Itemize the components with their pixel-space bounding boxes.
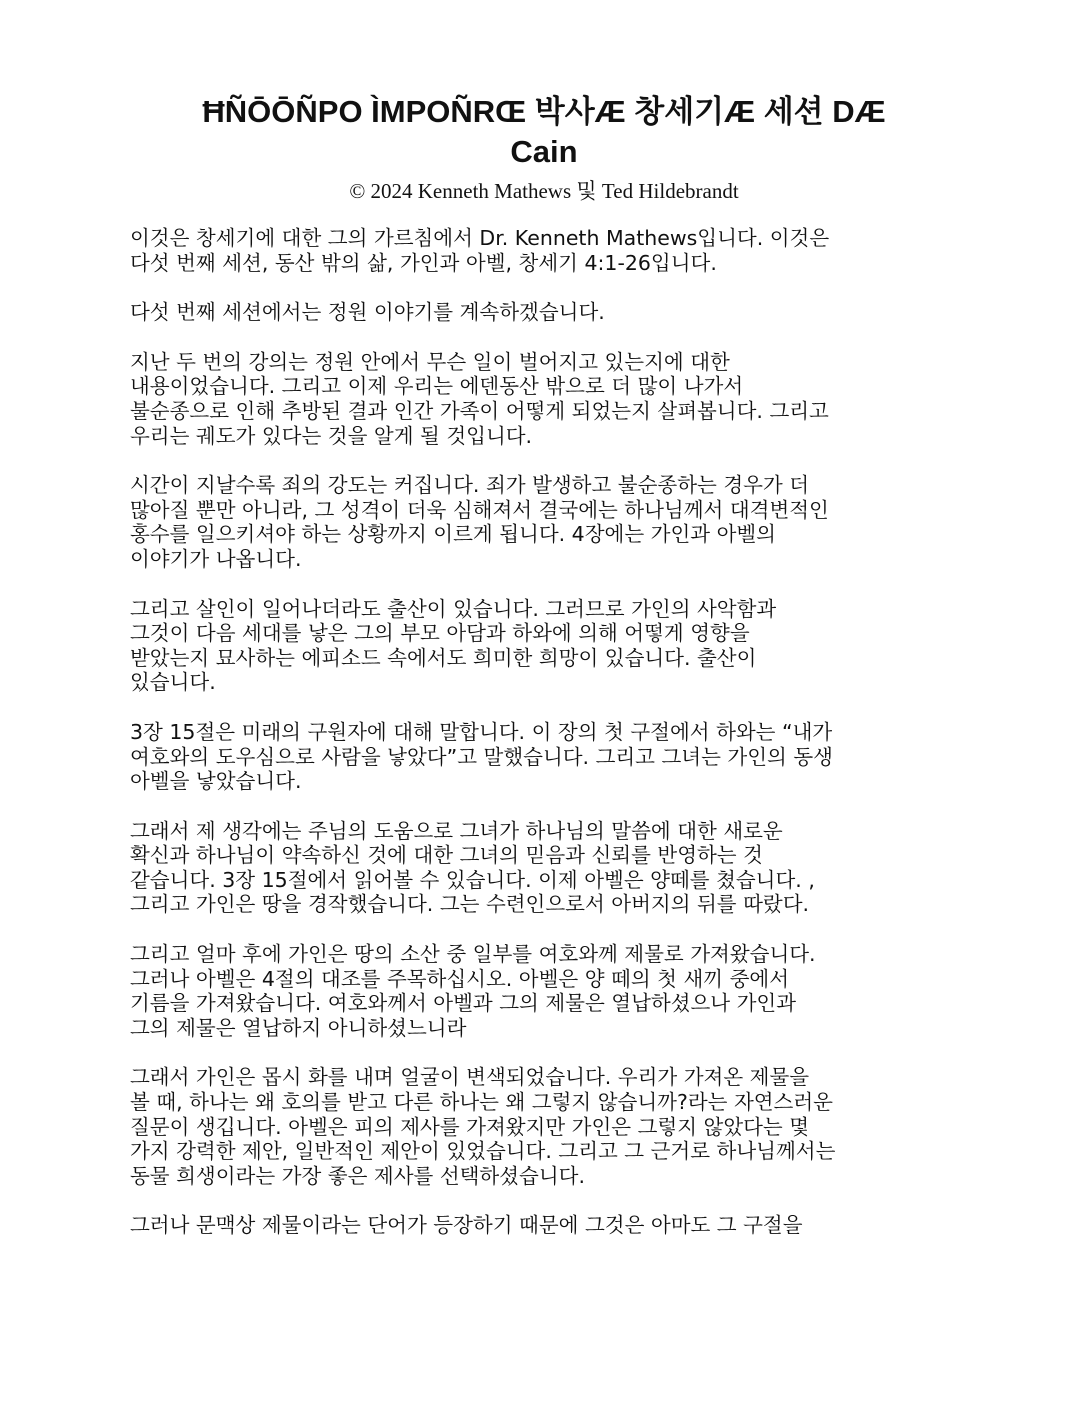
title-line-1: ĦÑŌŌÑPO ÌMPOÑRŒ 박사Æ 창세기Æ 세션 DÆ: [202, 94, 886, 129]
paragraph-line: 질문이 생깁니다. 아벨은 피의 제사를 가져왔지만 가인은 그렇지 않았다는 몇: [130, 1114, 810, 1139]
paragraph-line: 불순종으로 인해 추방된 결과 인간 가족이 어떻게 되었는지 살펴봅니다. 그리고: [130, 398, 829, 423]
copyright-line: © 2024 Kenneth Mathews 및 Ted Hildebrandt: [349, 179, 739, 203]
paragraph-line: 그러나 아벨은 4절의 대조를 주목하십시오. 아벨은 양 떼의 첫 새끼 중에서: [130, 966, 790, 991]
body-paragraph: [130, 226, 930, 275]
body-paragraph: [130, 720, 930, 794]
paragraph-line: 있습니다.: [130, 670, 216, 695]
paragraph-line: 많아질 뿐만 아니라, 그 성격이 더욱 심해져서 결국에는 하나님께서 대격변적인: [130, 497, 829, 522]
paragraph-line: 이야기가 나옵니다.: [130, 546, 302, 571]
body-paragraph: [130, 300, 930, 325]
body-paragraph: [130, 819, 930, 917]
paragraph-line: 받았는지 묘사하는 에피소드 속에서도 희미한 희망이 있습니다. 출산이: [130, 645, 757, 670]
paragraph-line: 내용이었습니다. 그리고 이제 우리는 에덴동산 밖으로 더 많이 나가서: [130, 374, 744, 399]
paragraph-line: 확신과 하나님이 약속하신 것에 대한 그녀의 믿음과 신뢰를 반영하는 것: [130, 843, 763, 868]
paragraph-line: 그러나 문맥상 제물이라는 단어가 등장하기 때문에 그것은 아마도 그 구절을: [130, 1213, 803, 1238]
paragraph-line: 3장 15절은 미래의 구원자에 대해 말합니다. 이 장의 첫 구절에서 하와는 “내가: [130, 719, 833, 744]
paragraph-line: 아벨을 낳았습니다.: [130, 769, 302, 794]
body-paragraph: [130, 473, 930, 571]
paragraph-line: 볼 때, 하나는 왜 호의를 받고 다른 하나는 왜 그렇지 않습니까?라는 자연스러운: [130, 1090, 833, 1115]
paragraph-line: 그리고 가인은 땅을 경작했습니다. 그는 수련인으로서 아버지의 뒤를 따랐다.: [130, 892, 810, 917]
paragraph-line: 그래서 제 생각에는 주님의 도움으로 그녀가 하나님의 말씀에 대한 새로운: [130, 818, 783, 843]
body-paragraph: [130, 350, 930, 448]
paragraph-line: 기름을 가져왔습니다. 여호와께서 아벨과 그의 제물은 열납하셨으나 가인과: [130, 991, 797, 1016]
paragraph-line: 이것은 창세기에 대한 그의 가르침에서 Dr. Kenneth Mathews입니다. 이것은: [130, 226, 830, 250]
paragraph-line: 시간이 지날수록 죄의 강도는 커집니다. 죄가 발생하고 불순종하는 경우가 더: [130, 473, 810, 498]
paragraph-line: 그리고 살인이 일어나더라도 출산이 있습니다. 그러므로 가인의 사악함과: [130, 596, 777, 621]
paragraph-line: 그의 제물은 열납하지 아니하셨느니라: [130, 1015, 467, 1040]
paragraph-line: 그리고 얼마 후에 가인은 땅의 소산 중 일부를 여호와께 제물로 가져왔습니다.: [130, 942, 816, 967]
paragraph-line: 홍수를 일으키셔야 하는 상황까지 이르게 됩니다. 4장에는 가인과 아벨의: [130, 522, 776, 547]
paragraph-line: 가지 강력한 제안, 일반적인 제안이 있었습니다. 그리고 그 근거로 하나님께서는: [130, 1139, 836, 1164]
body-paragraph: [130, 1213, 930, 1238]
document-title: [0, 92, 1088, 172]
paragraph-line: 지난 두 번의 강의는 정원 안에서 무슨 일이 벌어지고 있는지에 대한: [130, 349, 730, 374]
paragraph-line: 다섯 번째 세션, 동산 밖의 삶, 가인과 아벨, 창세기 4:1-26입니다.: [130, 250, 717, 275]
paragraph-line: 다섯 번째 세션에서는 정원 이야기를 계속하겠습니다.: [130, 300, 605, 325]
title-line-2: Cain: [510, 134, 578, 169]
paragraph-line: 그것이 다음 세대를 낳은 그의 부모 아담과 하와에 의해 어떻게 영향을: [130, 621, 750, 646]
paragraph-line: 그래서 가인은 몹시 화를 내며 얼굴이 변색되었습니다. 우리가 가져온 제물을: [130, 1065, 810, 1090]
paragraph-line: 같습니다. 3장 15절에서 읽어볼 수 있습니다. 이제 아벨은 양떼를 쳤습니다. ,: [130, 867, 815, 892]
body-paragraph: [130, 597, 930, 695]
paragraph-line: 동물 희생이라는 가장 좋은 제사를 선택하셨습니다.: [130, 1163, 585, 1188]
paragraph-line: 우리는 궤도가 있다는 것을 알게 될 것입니다.: [130, 423, 533, 448]
body-paragraph: [130, 942, 930, 1040]
body-paragraph: [130, 1065, 930, 1188]
paragraph-line: 여호와의 도우심으로 사람을 낳았다”고 말했습니다. 그리고 그녀는 가인의 동생: [130, 744, 833, 769]
document-body: [130, 226, 930, 1263]
